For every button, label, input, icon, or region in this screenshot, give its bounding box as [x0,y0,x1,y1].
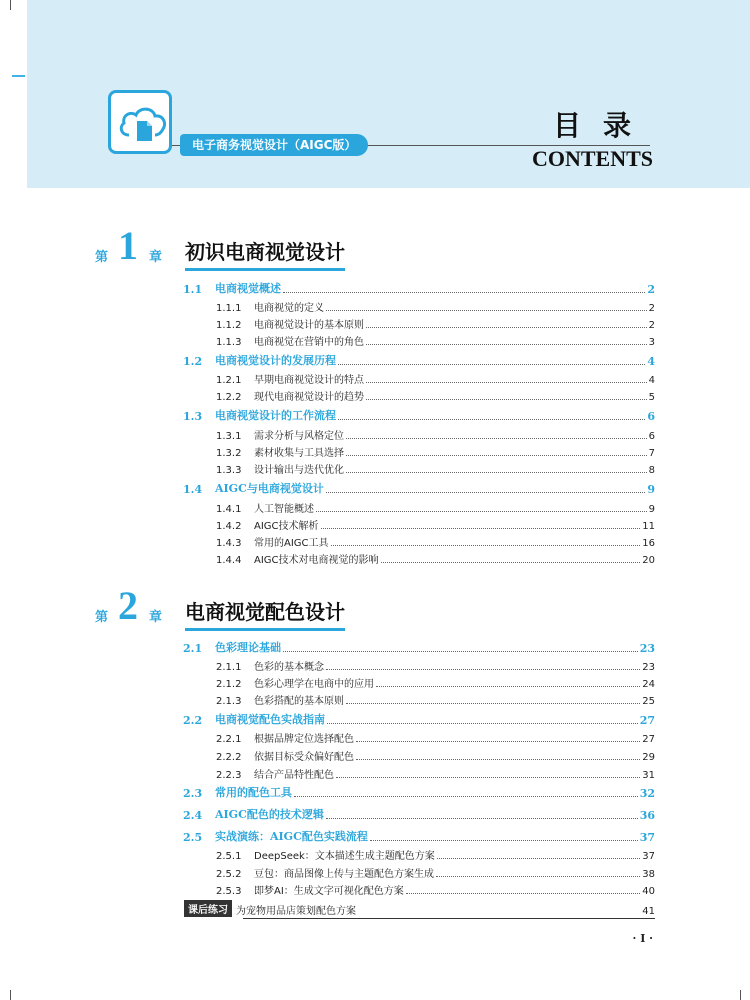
page-number: 2 [647,283,655,296]
section-title: AIGC配色的技术逻辑 [215,808,324,821]
toc-subsection-row[interactable] [216,881,655,897]
toc-subtitle: CONTENTS [531,146,653,171]
crop-mark [740,990,741,1000]
leader-dots [316,511,647,512]
page-number: 25 [642,696,655,707]
subsection-title: DeepSeek：文本描述生成主题配色方案 [254,851,435,862]
page-number: 41 [642,906,655,917]
leader-dots [356,759,640,760]
leader-dots [326,669,640,670]
leader-dots [436,876,640,877]
section-number: 2.3 [183,787,203,800]
subsection-title: 电商视觉设计的基本原则 [254,320,364,331]
book-title-tag: 电子商务视觉设计（AIGC版） [180,134,368,156]
subsection-title: AIGC技术解析 [254,521,319,532]
page-number: 31 [642,770,655,781]
subsection-number: 2.2.2 [216,752,242,763]
toc-subsection-row[interactable] [216,550,655,566]
subsection-number: 1.4.2 [216,521,242,532]
toc-subsection-row[interactable] [216,443,655,459]
page-number: 23 [642,662,655,673]
page-number: 24 [642,679,655,690]
section-title: 电商视觉配色实战指南 [215,713,325,726]
page-number: 9 [648,504,655,515]
page-number: 2 [648,320,655,331]
subsection-title: AIGC技术对电商视觉的影响 [254,555,379,566]
subsection-number: 2.1.2 [216,679,242,690]
subsection-title: 即梦AI：生成文字可视化配色方案 [254,886,404,897]
leader-dots [321,528,641,529]
page-number: 16 [642,538,655,549]
subsection-title: 常用的AIGC工具 [254,538,329,549]
page-number: 2 [648,303,655,314]
page-number: 5 [648,392,655,403]
leader-dots [336,777,640,778]
toc-subsection-row[interactable] [216,864,655,880]
page-number: 32 [639,787,655,800]
subsection-number: 2.5.3 [216,886,242,897]
section-number: 2.5 [183,831,203,844]
leader-dots [437,858,640,859]
subsection-number: 2.1.1 [216,662,242,673]
exercise-title: 为宠物用品店策划配色方案 [236,906,356,917]
chapter-number: 1 [118,223,138,268]
leader-dots [338,364,645,365]
toc-subsection-row[interactable] [216,332,655,348]
toc-section-row[interactable] [183,407,655,423]
page-number: 7 [648,448,655,459]
page-number: 23 [639,642,655,655]
leader-dots [326,818,638,819]
section-number: 1.1 [183,283,203,296]
subsection-number: 2.2.3 [216,770,242,781]
toc-subsection-row[interactable] [216,747,655,763]
page-number: 3 [648,337,655,348]
page-number: 4 [648,375,655,386]
toc-subsection-row[interactable] [216,729,655,745]
cloud-document-icon [117,101,169,145]
chapter-prefix: 第 [95,250,109,265]
toc-subsection-row[interactable] [216,657,655,673]
section-number: 2.1 [183,642,203,655]
toc-subsection-row[interactable] [216,298,655,314]
exercise-rule [243,918,655,919]
subsection-title: 电商视觉在营销中的角色 [254,337,364,348]
subsection-number: 2.5.1 [216,851,242,862]
leader-dots [346,438,647,439]
page-number: 6 [648,431,655,442]
leader-dots [338,419,645,420]
subsection-number: 1.4.1 [216,504,242,515]
subsection-title: 设计输出与迭代优化 [254,465,344,476]
toc-section-row[interactable] [183,280,655,296]
leader-dots [366,382,647,383]
toc-section-row[interactable] [183,480,655,496]
page-number: 20 [642,555,655,566]
section-number: 2.2 [183,714,203,727]
subsection-number: 1.2.2 [216,392,242,403]
toc-section-row[interactable] [183,711,655,727]
leader-dots [283,292,645,293]
subsection-number: 1.3.1 [216,431,242,442]
toc-subsection-row[interactable] [216,691,655,707]
subsection-number: 2.1.3 [216,696,242,707]
subsection-title: 色彩的基本概念 [254,662,324,673]
chapter-number: 2 [118,583,138,628]
leader-dots [346,703,640,704]
subsection-title: 色彩搭配的基本原则 [254,696,344,707]
toc-subsection-row[interactable] [216,370,655,386]
toc-subsection-row[interactable] [216,499,655,515]
subsection-number: 1.2.1 [216,375,242,386]
section-title: 电商视觉设计的工作流程 [215,409,336,422]
page-number: 9 [647,483,655,496]
toc-section-row[interactable] [183,352,655,368]
subsection-title: 依据目标受众偏好配色 [254,752,354,763]
subsection-title: 人工智能概述 [254,504,314,515]
section-title: 色彩理论基础 [215,641,281,654]
section-title: 常用的配色工具 [215,786,292,799]
toc-subsection-row[interactable] [216,846,655,862]
subsection-title: 素材收集与工具选择 [254,448,344,459]
page-number: 37 [639,831,655,844]
toc-section-row[interactable] [183,784,655,800]
leader-dots [346,455,647,456]
toc-title: 目录 [552,109,653,142]
subsection-title: 电商视觉的定义 [254,303,324,314]
subsection-number: 1.1.3 [216,337,242,348]
toc-subsection-row[interactable] [216,765,655,781]
section-number: 1.3 [183,410,203,423]
toc-exercise-row[interactable] [184,901,655,917]
subsection-title: 需求分析与风格定位 [254,431,344,442]
leader-dots [283,651,638,652]
book-logo [108,90,172,154]
chapter-title: 初识电商视觉设计 [185,236,345,271]
leader-dots [327,723,638,724]
section-title: AIGC与电商视觉设计 [215,482,324,495]
exercise-tag: 课后练习 [184,900,232,917]
section-number: 2.4 [183,809,203,822]
page-number: 27 [642,734,655,745]
leader-dots [326,492,646,493]
leader-dots [376,686,640,687]
toc-section-row[interactable] [183,828,655,844]
section-number: 1.4 [183,483,203,496]
subsection-title: 结合产品特性配色 [254,770,334,781]
page-number: 27 [639,714,655,727]
toc-subsection-row[interactable] [216,460,655,476]
subsection-title: 早期电商视觉设计的特点 [254,375,364,386]
toc-section-row[interactable] [183,806,655,822]
subsection-title: 根据品牌定位选择配色 [254,734,354,745]
toc-subsection-row[interactable] [216,516,655,532]
edge-tick [12,75,25,77]
subsection-number: 1.1.1 [216,303,242,314]
subsection-number: 2.5.2 [216,869,242,880]
toc-subsection-row[interactable] [216,533,655,549]
page-number: 38 [642,869,655,880]
toc-subsection-row[interactable] [216,426,655,442]
leader-dots [366,327,647,328]
page-number: 6 [647,410,655,423]
page-number: 29 [642,752,655,763]
section-title: 电商视觉设计的发展历程 [215,354,336,367]
chapter-prefix: 第 [95,610,109,625]
subsection-number: 1.4.4 [216,555,242,566]
chapter-suffix: 章 [149,250,163,265]
leader-dots [381,562,641,563]
leader-dots [366,399,647,400]
subsection-number: 1.3.2 [216,448,242,459]
leader-dots [346,472,647,473]
subsection-title: 现代电商视觉设计的趋势 [254,392,364,403]
section-number: 1.2 [183,355,203,368]
chapter-suffix: 章 [149,610,163,625]
leader-dots [406,893,640,894]
subsection-number: 1.3.3 [216,465,242,476]
crop-mark [10,0,11,10]
crop-mark [10,990,11,1000]
toc-subsection-row[interactable] [216,674,655,690]
leader-dots [326,310,647,311]
chapter-title: 电商视觉配色设计 [185,596,345,631]
page-number: 8 [648,465,655,476]
page-number: 40 [642,886,655,897]
subsection-title: 豆包：商品图像上传与主题配色方案生成 [254,869,434,880]
leader-dots [294,796,638,797]
page-number: 11 [642,521,655,532]
folio: · I · [632,932,653,945]
leader-dots [366,344,647,345]
subsection-title: 色彩心理学在电商中的应用 [254,679,374,690]
leader-dots [370,840,638,841]
leader-dots [331,545,641,546]
subsection-number: 2.2.1 [216,734,242,745]
subsection-number: 1.4.3 [216,538,242,549]
subsection-number: 1.1.2 [216,320,242,331]
section-title: 实战演练：AIGC配色实践流程 [215,830,368,843]
toc-subsection-row[interactable] [216,387,655,403]
page-number: 36 [639,809,655,822]
page-number: 37 [642,851,655,862]
toc-section-row[interactable] [183,639,655,655]
section-title: 电商视觉概述 [215,282,281,295]
page-number: 4 [647,355,655,368]
leader-dots [356,741,640,742]
toc-subsection-row[interactable] [216,315,655,331]
